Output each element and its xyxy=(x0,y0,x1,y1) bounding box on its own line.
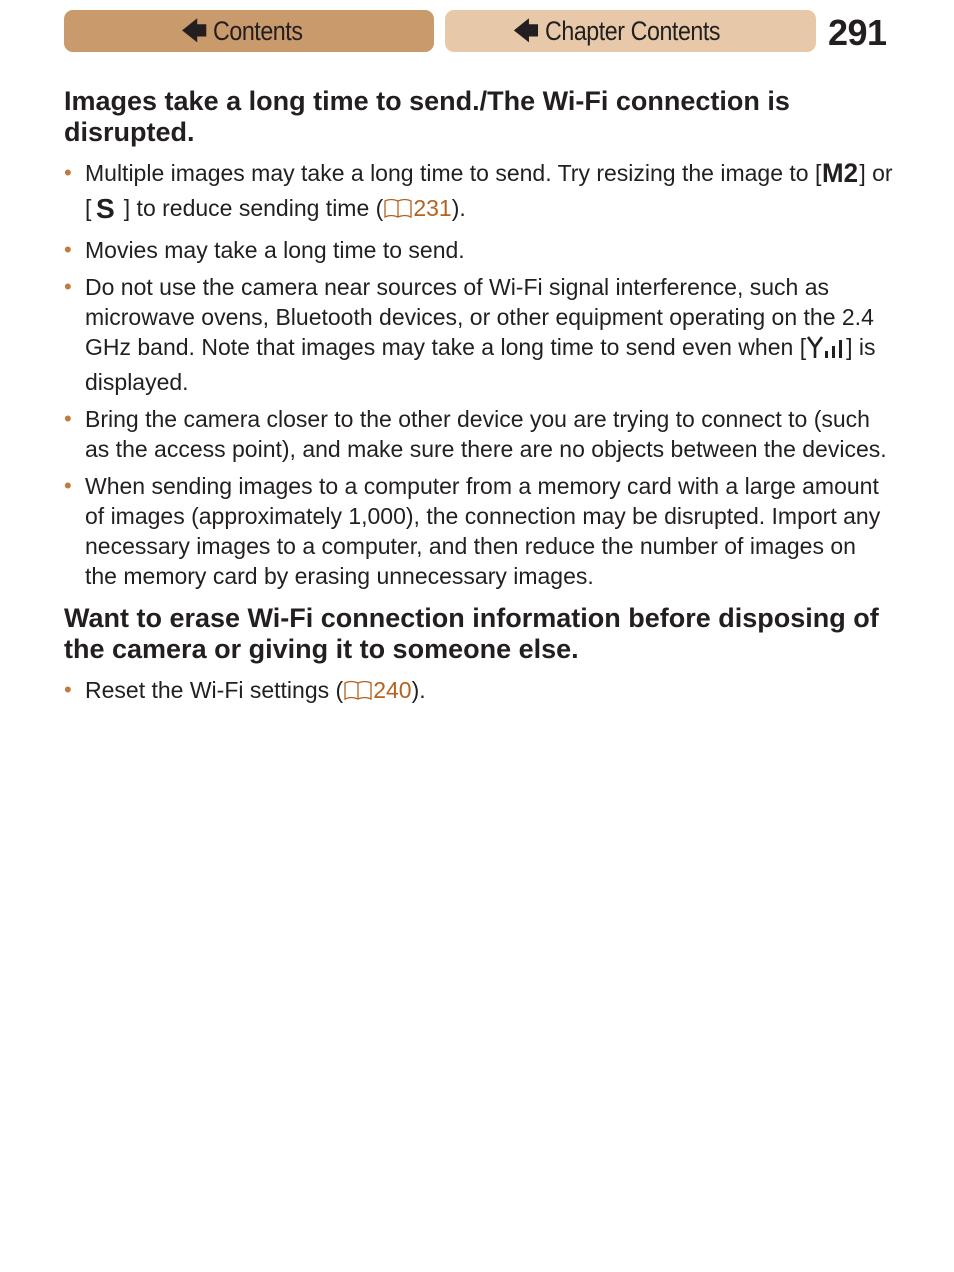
book-icon xyxy=(343,679,373,701)
contents-button[interactable] xyxy=(64,10,434,52)
item-text: to reduce sending time ( xyxy=(130,195,384,221)
section-heading: Images take a long time to send./The Wi-Fi connection is disrupted. xyxy=(64,86,790,147)
svg-text:M2: M2 xyxy=(822,160,859,186)
list-item xyxy=(64,675,894,705)
bullet-icon: • xyxy=(64,406,72,431)
bracket-close: ] xyxy=(117,195,131,221)
item-text: Multiple images may take a long time to send. Try resizing the image to xyxy=(85,160,815,186)
bullet-icon: • xyxy=(64,160,72,185)
page-reference-link[interactable]: 240 xyxy=(343,677,411,703)
image-size-s-icon xyxy=(91,195,117,228)
chapter-contents-button[interactable] xyxy=(445,10,816,52)
page-reference-link[interactable]: 231 xyxy=(383,195,451,221)
bracket-close: ] xyxy=(846,334,853,360)
bullet-list xyxy=(64,675,894,705)
page-content xyxy=(64,86,894,712)
item-text: or [ xyxy=(85,160,893,221)
contents-button-label: Contents xyxy=(213,15,303,46)
section-wifi-slow xyxy=(64,86,894,591)
list-item xyxy=(64,471,894,591)
signal-strength-icon xyxy=(806,334,846,367)
bracket-open: [ xyxy=(814,160,822,186)
list-item xyxy=(64,272,894,397)
bullet-icon: • xyxy=(64,237,72,262)
section-heading: Want to erase Wi-Fi connection information before disposing of the camera or giving it to someone else. xyxy=(64,603,879,664)
list-item xyxy=(64,404,894,464)
section-erase-wifi xyxy=(64,603,894,705)
bullet-icon: • xyxy=(64,274,72,299)
item-text: Bring the camera closer to the other device you are trying to connect to (such as the access point), and make sure there are no objects between the devices. xyxy=(85,406,887,462)
item-text: Do not use the camera near sources of Wi-Fi signal interference, such as microwave ovens, Bluetooth devices, or other equipment operating on the 2.4 GHz band. Note that images may take a long time to send even when xyxy=(85,274,874,360)
item-text: is displayed. xyxy=(85,334,876,395)
item-text: ). xyxy=(451,195,466,221)
bullet-icon: • xyxy=(64,677,72,702)
svg-text:S: S xyxy=(96,195,116,221)
item-text: ). xyxy=(411,677,426,703)
arrow-left-icon: 🡄 xyxy=(512,16,539,46)
bracket-open: [ xyxy=(799,334,807,360)
item-text: Reset the Wi-Fi settings ( xyxy=(85,677,344,703)
bracket-close: ] xyxy=(859,160,866,186)
bullet-icon: • xyxy=(64,473,72,498)
item-text: When sending images to a computer from a memory card with a large amount of images (approximately 1,000), the connection may be disrupted. Import any necessary images to a computer, and then reduce the number of images on the memory card by erasing unnecessary images. xyxy=(85,473,881,589)
page-number: 291 xyxy=(828,12,887,53)
arrow-left-icon: 🡄 xyxy=(180,16,208,46)
bullet-list xyxy=(64,158,894,591)
list-item xyxy=(64,158,894,228)
list-item xyxy=(64,235,894,265)
book-icon xyxy=(383,197,413,219)
item-text: Movies may take a long time to send. xyxy=(85,237,465,263)
chapter-contents-button-label: Chapter Contents xyxy=(544,15,720,46)
image-size-m2-icon xyxy=(821,160,859,193)
